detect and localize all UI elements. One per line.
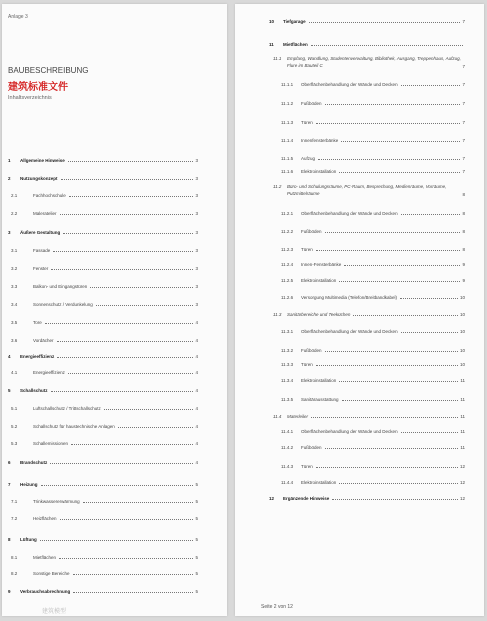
toc-entry-title: Trinkwassererwärmung — [33, 499, 80, 504]
toc-entry — [281, 397, 465, 402]
toc-entry-number: 11.2.1 — [281, 211, 294, 216]
toc-entry-title: Sanitärbereiche und Teeküchen — [287, 312, 351, 317]
toc-entry-page: 10 — [459, 312, 465, 317]
toc-entry-page: 7 — [462, 156, 465, 161]
dot-leader — [401, 331, 458, 333]
toc-entry-number: 11.1.3 — [281, 120, 294, 125]
toc-entry-number: 11.4 — [273, 414, 282, 419]
toc-entry-number: 8.2 — [11, 571, 18, 576]
toc-entry-page: 3 — [195, 266, 198, 271]
toc-entry-title: Innenfensterbänke — [301, 138, 339, 143]
toc-entry-number: 11.2.6 — [281, 295, 294, 300]
toc-entry-page: 8 — [462, 192, 465, 197]
toc-entry-title: Fußböden — [301, 101, 322, 106]
toc-entry — [281, 480, 465, 485]
toc-entry-number: 3.6 — [11, 338, 18, 343]
toc-entry-number: 11.4.3 — [281, 464, 294, 469]
toc-entry-page: 3 — [195, 193, 198, 198]
toc-entry — [281, 101, 465, 106]
toc-entry-page: 4 — [195, 354, 198, 359]
toc-entry-number: 3.3 — [11, 284, 18, 289]
toc-entry-number: 11.1.5 — [281, 156, 294, 161]
dot-leader — [61, 178, 194, 180]
toc-entry — [8, 193, 198, 198]
toc-entry-title: Mietflächen — [33, 555, 57, 560]
toc-entry-page: 4 — [195, 441, 198, 446]
dot-leader — [53, 250, 193, 252]
toc-entry — [269, 19, 465, 24]
toc-entry-title: Schallschutz für haustechnische Anlagen — [33, 424, 115, 429]
toc-entry — [8, 571, 198, 576]
toc-entry-title: Türen — [301, 247, 313, 252]
toc-entry-page: 3 — [195, 284, 198, 289]
dot-leader — [51, 268, 193, 270]
dot-leader — [309, 21, 461, 23]
toc-entry — [8, 370, 198, 375]
toc-entry — [281, 329, 465, 334]
toc-entry-number: 11.1.6 — [281, 169, 294, 174]
toc-entry-title: Heizung — [20, 482, 38, 487]
toc-entry-number: 5.3 — [11, 441, 18, 446]
toc-entry — [8, 482, 198, 487]
toc-entry-title: Innen-Fensterbänke — [301, 262, 342, 267]
toc-entry-title: Elektroinstallation — [301, 378, 337, 383]
toc-entry-page: 5 — [195, 516, 198, 521]
toc-entry-title: Tiefgarage — [283, 19, 306, 24]
page-footer: Seite 2 von 12 — [261, 604, 293, 610]
toc-entry-number: 11.4.4 — [281, 480, 294, 485]
toc-entry-number: 11.3.2 — [281, 348, 294, 353]
toc-entry-title: Fachhochschule — [33, 193, 66, 198]
dot-leader — [73, 573, 194, 575]
toc-entry — [8, 320, 198, 325]
toc-entry — [8, 406, 198, 411]
toc-entry-title: Versorgung Multimedia (Telefon/Breitbandkabel) — [301, 295, 398, 300]
toc-entry-page: 3 — [195, 230, 198, 235]
toc-entry-page: 4 — [195, 370, 198, 375]
toc-entry — [281, 464, 465, 469]
toc-entry-page: 5 — [195, 482, 198, 487]
dot-leader — [57, 356, 193, 358]
toc-entry-number: 11.3.3 — [281, 362, 294, 367]
toc-entry — [8, 441, 198, 446]
dot-leader — [63, 232, 193, 234]
toc-entry-title: Tore — [33, 320, 42, 325]
toc-entry-number: 3.2 — [11, 266, 18, 271]
annex-label: Anlage 3 — [8, 14, 28, 20]
toc-entry-title: Fußböden — [301, 229, 322, 234]
toc-entry-number: 11.1.1 — [281, 82, 294, 87]
toc-entry-title: Elektroinstallation — [301, 480, 337, 485]
toc-entry — [281, 211, 465, 216]
toc-entry-number: 9 — [8, 589, 11, 594]
dot-leader — [50, 462, 193, 464]
toc-entry-page: 11 — [460, 414, 465, 419]
toc-entry-title: Türen — [301, 120, 313, 125]
toc-entry-title: Oberflächenbehandlung der Wände und Decken — [301, 211, 398, 216]
dot-leader — [96, 304, 194, 306]
toc-entry — [281, 82, 465, 87]
dot-leader — [318, 158, 460, 160]
dot-leader — [325, 231, 461, 233]
dot-leader — [60, 213, 194, 215]
toc-entry-title: Brandschutz — [20, 460, 48, 465]
toc-entry-title: Nutzungskonzept — [20, 176, 58, 181]
toc-entry-title: Sonnenschutz / Verdunkelung — [33, 302, 93, 307]
toc-entry-title: Verbrauchsabrechnung — [20, 589, 71, 594]
toc-entry-page: 3 — [195, 302, 198, 307]
toc-entry-title: Energieeffizienz — [33, 370, 65, 375]
toc-entry — [8, 230, 198, 235]
toc-entry-number: 11.3.4 — [281, 378, 294, 383]
toc-entry-line — [273, 56, 461, 69]
dot-leader — [339, 280, 460, 282]
dot-leader — [45, 322, 194, 324]
toc-entry-title: Luftschallschutz / Trittschallschutz — [33, 406, 101, 411]
toc-entry-page: 8 — [462, 229, 465, 234]
dot-leader — [311, 44, 463, 46]
toc-entry-number: 8 — [8, 537, 11, 542]
toc-entry-page: 12 — [459, 496, 465, 501]
dot-leader — [325, 447, 459, 449]
dot-leader — [83, 501, 194, 503]
dot-leader — [400, 297, 458, 299]
toc-entry — [273, 184, 465, 197]
watermark: 建筑模型 — [42, 609, 67, 615]
dot-leader — [60, 518, 194, 520]
toc-entry — [281, 262, 465, 267]
toc-entry-page: 8 — [462, 211, 465, 216]
toc-entry-title: Fenster — [33, 266, 49, 271]
toc-entry — [8, 158, 198, 163]
toc-entry — [281, 278, 465, 283]
dot-leader — [339, 482, 458, 484]
toc-entry-number: 11.3.1 — [281, 329, 294, 334]
toc-entry-page: 5 — [195, 555, 198, 560]
toc-entry — [8, 555, 198, 560]
toc-entry-number: 2.1 — [11, 193, 18, 198]
dot-leader — [401, 84, 461, 86]
toc-entry-title: Allgemeine Hinweise — [20, 158, 65, 163]
toc-entry-page: 11 — [460, 445, 465, 450]
toc-entry-page: 4 — [195, 338, 198, 343]
toc-entry — [8, 302, 198, 307]
toc-entry-number: 4 — [8, 354, 11, 359]
toc-entry-title: Balkon- und Eingangstüren — [33, 284, 88, 289]
toc-entry-number: 8.1 — [11, 555, 18, 560]
toc-entry — [281, 429, 465, 434]
toc-entry-title: Vordächer — [33, 338, 54, 343]
toc-entry — [8, 338, 198, 343]
dot-leader — [51, 390, 194, 392]
toc-entry-page: 7 — [462, 82, 465, 87]
toc-entry-number: 11.2 — [273, 184, 282, 189]
toc-entry-title: Elektroinstallation — [301, 278, 337, 283]
toc-entry-page: 7 — [462, 101, 465, 106]
toc-entry-page: 10 — [459, 329, 465, 334]
dot-leader — [59, 557, 193, 559]
dot-leader — [353, 314, 458, 316]
toc-entry-page: 9 — [462, 278, 465, 283]
toc-entry-number: 5 — [8, 388, 11, 393]
toc-entry-title: Mietflächen — [283, 42, 308, 47]
toc-entry-number: 2 — [8, 176, 11, 181]
toc-entry-number: 11.2.4 — [281, 262, 294, 267]
toc-entry — [8, 284, 198, 289]
toc-entry-page: 5 — [195, 589, 198, 594]
toc-entry-page: 12 — [459, 480, 465, 485]
dot-leader — [344, 264, 460, 266]
toc-entry — [8, 354, 198, 359]
dot-leader — [90, 286, 193, 288]
toc-entry-number: 1 — [8, 158, 11, 163]
toc-entry-page: 3 — [195, 176, 198, 181]
toc-entry-title: Aufzug — [301, 156, 316, 161]
toc-entry-page: 4 — [195, 320, 198, 325]
toc-entry — [8, 499, 198, 504]
toc-entry — [8, 589, 198, 594]
toc-entry-page: 8 — [462, 247, 465, 252]
toc-entry — [269, 496, 465, 501]
toc-entry-title: Energieeffizienz — [20, 354, 55, 359]
dot-leader — [311, 416, 458, 418]
toc-entry-number: 6 — [8, 460, 11, 465]
toc-entry-number: 11.4.2 — [281, 445, 294, 450]
toc-entry-title: Schallschutz — [20, 388, 48, 393]
toc-entry-page: 4 — [195, 406, 198, 411]
dot-leader — [316, 364, 458, 366]
dot-leader — [73, 591, 193, 593]
toc-entry-title: Elektroinstallation — [301, 169, 337, 174]
toc-entry-number: 7.2 — [11, 516, 18, 521]
toc-entry — [8, 266, 198, 271]
toc-entry — [281, 247, 465, 252]
dot-leader — [339, 171, 460, 173]
toc-entry-number: 11.3 — [273, 312, 282, 317]
toc-entry-number: 10 — [269, 19, 275, 24]
toc-entry-number: 3.1 — [11, 248, 18, 253]
toc-entry-number: 3 — [8, 230, 11, 235]
toc-entry — [8, 211, 198, 216]
dot-leader — [41, 484, 194, 486]
toc-entry-page: 5 — [195, 499, 198, 504]
dot-leader — [68, 372, 194, 374]
toc-entry — [281, 229, 465, 234]
toc-entry-page: 3 — [195, 158, 198, 163]
toc-entry — [281, 120, 465, 125]
toc-entry-title: Sonstige Bereiche — [33, 571, 70, 576]
toc-entry-number: 7.1 — [11, 499, 18, 504]
dot-leader — [316, 249, 461, 251]
dot-leader — [316, 466, 458, 468]
toc-entry-page: 4 — [195, 460, 198, 465]
toc-entry — [281, 445, 465, 450]
toc-entry-title: Büro- und Schulungsräume, PC-Raum, Besprechung, Medienräume, Vorräume, Putzmittelräume — [287, 184, 447, 196]
toc-entry — [273, 56, 465, 69]
dot-leader — [325, 350, 458, 352]
toc-page-left — [2, 4, 227, 616]
toc-entry-page: 11 — [460, 378, 465, 383]
dot-leader — [341, 140, 460, 142]
toc-entry — [273, 414, 465, 419]
toc-entry — [281, 156, 465, 161]
toc-entry-page: 11 — [460, 429, 465, 434]
toc-entry-title: Türen — [301, 464, 313, 469]
toc-entry-number: 11.1.4 — [281, 138, 294, 143]
toc-entry-title: Fußböden — [301, 348, 322, 353]
toc-entry-page: 7 — [462, 169, 465, 174]
toc-entry-number: 11.2.5 — [281, 278, 294, 283]
toc-entry-number: 2.2 — [11, 211, 18, 216]
toc-entry — [281, 138, 465, 143]
toc-label: Inhaltsverzeichnis — [8, 95, 52, 101]
toc-entry — [8, 424, 198, 429]
toc-entry-number: 12 — [269, 496, 275, 501]
document-heading-cn: 建筑标准文件 — [8, 82, 68, 93]
dot-leader — [342, 399, 459, 401]
toc-entry-title: Schallemissionen — [33, 441, 69, 446]
toc-entry — [281, 362, 465, 367]
toc-entry — [269, 42, 465, 47]
toc-entry-page: 11 — [460, 397, 465, 402]
dot-leader — [118, 426, 194, 428]
toc-entry-page: 12 — [459, 464, 465, 469]
toc-entry-title: Oberflächenbehandlung der Wände und Decken — [301, 429, 398, 434]
toc-entry-title: Empfang, Wandlung, Studentenverwaltung, Bibliothek, Ausgang, Treppenhaus, Aufzug, Flure im Bauteil C — [287, 56, 461, 68]
toc-entry-number: 4.1 — [11, 370, 18, 375]
toc-entry-number: 11 — [269, 42, 274, 47]
dot-leader — [325, 103, 461, 105]
toc-entry — [281, 169, 465, 174]
dot-leader — [104, 408, 194, 410]
toc-entry-line — [273, 184, 461, 197]
toc-entry-number: 5.2 — [11, 424, 18, 429]
toc-entry-page: 3 — [195, 211, 198, 216]
dot-leader — [68, 160, 194, 162]
toc-entry-number: 11.4.1 — [281, 429, 294, 434]
toc-entry-title: Oberflächenbehandlung der Wände und Decken — [301, 82, 398, 87]
toc-entry — [8, 516, 198, 521]
toc-entry-page: 4 — [195, 424, 198, 429]
dot-leader — [71, 443, 193, 445]
toc-entry-page: 7 — [462, 64, 465, 69]
dot-leader — [401, 431, 459, 433]
dot-leader — [401, 213, 461, 215]
toc-entry — [8, 176, 198, 181]
toc-entry — [281, 378, 465, 383]
toc-entry-page: 10 — [459, 348, 465, 353]
toc-entry-title: Maleratelier — [33, 211, 57, 216]
dot-leader — [316, 122, 461, 124]
toc-entry-number: 3.5 — [11, 320, 18, 325]
toc-entry-page: 5 — [195, 571, 198, 576]
toc-entry — [8, 388, 198, 393]
toc-entry — [8, 460, 198, 465]
toc-entry-number: 7 — [8, 482, 11, 487]
toc-entry — [281, 295, 465, 300]
toc-entry — [8, 248, 198, 253]
document-heading: BAUBESCHREIBUNG — [8, 66, 89, 75]
toc-entry-number: 11.2.3 — [281, 247, 294, 252]
toc-entry-page: 7 — [462, 19, 465, 24]
dot-leader — [40, 539, 194, 541]
toc-entry — [281, 348, 465, 353]
toc-entry-title: Fassade — [33, 248, 51, 253]
toc-entry-number: 3.4 — [11, 302, 18, 307]
toc-entry-title: Materleiler — [287, 414, 309, 419]
toc-entry-page: 7 — [462, 120, 465, 125]
toc-page-right — [235, 4, 484, 616]
toc-entry-title: Oberflächenbehandlung der Wände und Decken — [301, 329, 398, 334]
dot-leader — [339, 380, 458, 382]
toc-entry-title: Sanitärausstattung — [301, 397, 339, 402]
toc-entry-number: 11.1.2 — [281, 101, 294, 106]
toc-entry-page: 3 — [195, 248, 198, 253]
toc-entry-number: 11.2.2 — [281, 229, 294, 234]
toc-entry — [273, 312, 465, 317]
dot-leader — [69, 195, 194, 197]
toc-entry — [8, 537, 198, 542]
toc-entry-page: 4 — [195, 388, 198, 393]
toc-entry-title: Ergänzende Hinweise — [283, 496, 330, 501]
toc-entry-number: 5.1 — [11, 406, 18, 411]
toc-entry-title: Türen — [301, 362, 313, 367]
toc-entry-title: Fußböden — [301, 445, 322, 450]
toc-entry-page: 5 — [195, 537, 198, 542]
toc-entry-number: 11.1 — [273, 56, 282, 61]
toc-entry-page: 10 — [459, 362, 465, 367]
toc-entry-title: Äußere Gestaltung — [20, 230, 61, 235]
toc-entry-title: Heizflächen — [33, 516, 57, 521]
toc-entry-page: 7 — [462, 138, 465, 143]
toc-entry-page: 9 — [462, 262, 465, 267]
toc-entry-title: Lüftung — [20, 537, 37, 542]
toc-entry-page: 10 — [459, 295, 465, 300]
dot-leader — [332, 498, 458, 500]
dot-leader — [57, 340, 194, 342]
toc-entry-number: 11.3.5 — [281, 397, 294, 402]
